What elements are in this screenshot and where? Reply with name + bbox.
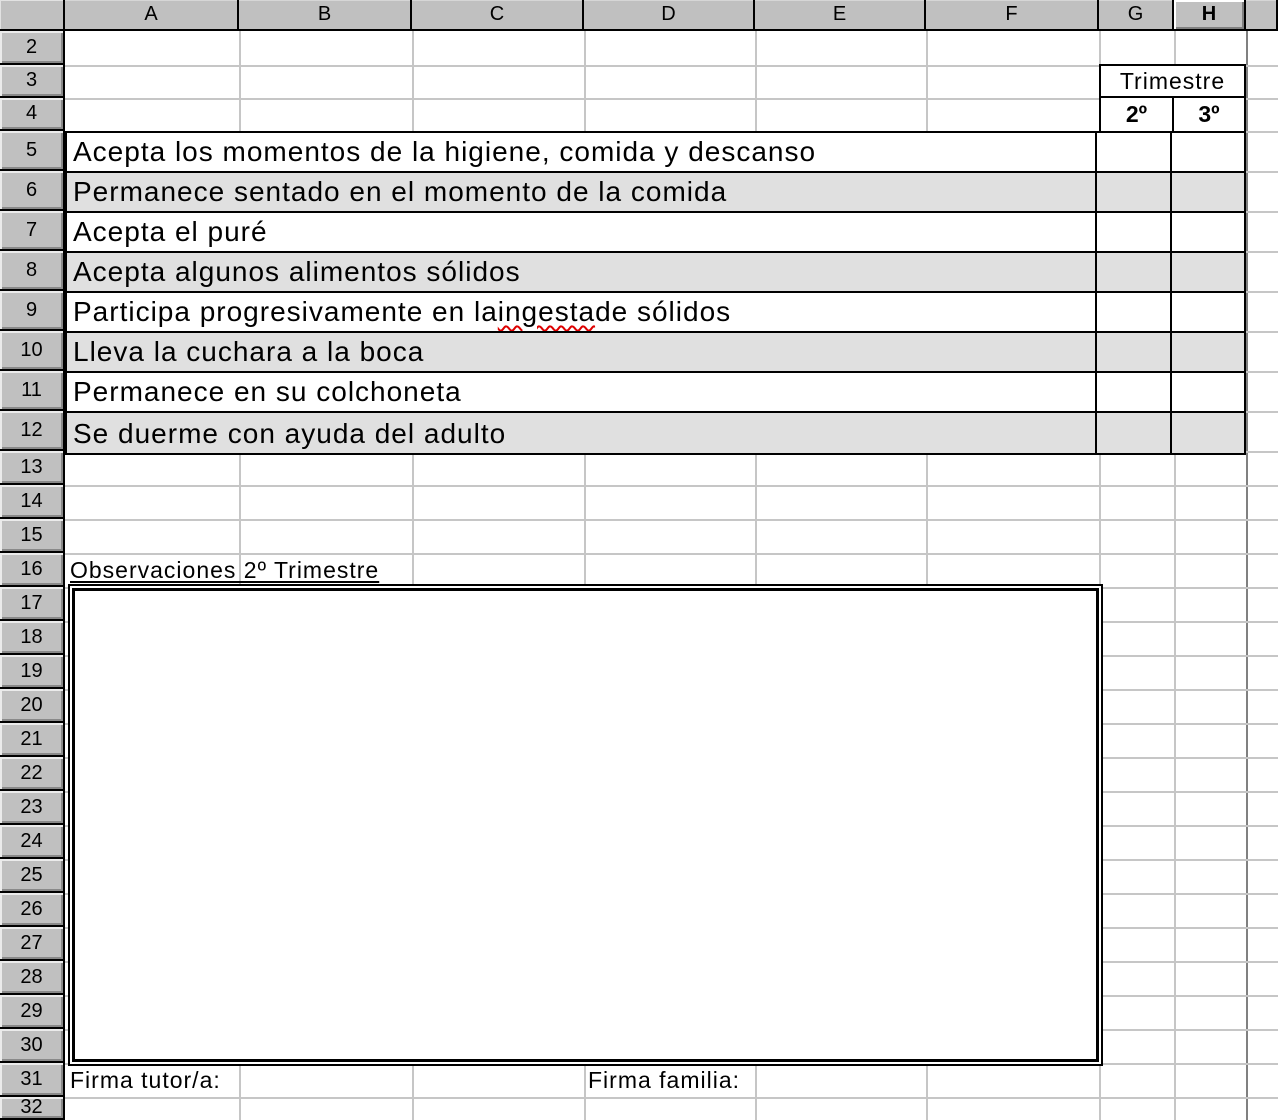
row-header-28[interactable]: 28: [0, 961, 63, 995]
row-header-3[interactable]: 3: [0, 65, 63, 98]
row-header-2[interactable]: 2: [0, 31, 63, 65]
row-header-15[interactable]: 15: [0, 519, 63, 553]
item-text: Acepta el puré: [73, 216, 268, 247]
row-header-16[interactable]: 16: [0, 553, 63, 587]
item-cell-term2[interactable]: [1097, 253, 1172, 291]
column-header-E[interactable]: E: [755, 0, 926, 29]
column-header-bar: [0, 0, 1278, 31]
item-cell-term2[interactable]: [1097, 373, 1172, 411]
item-row-12[interactable]: [67, 413, 1244, 453]
item-cell-label[interactable]: [67, 293, 1097, 331]
row-header-22[interactable]: 22: [0, 757, 63, 791]
item-cell-label[interactable]: [67, 133, 1097, 171]
item-row-7[interactable]: [67, 213, 1244, 253]
column-header-partial[interactable]: [1246, 0, 1278, 29]
signature-family-label: Firma familia:: [588, 1067, 741, 1093]
observations-box: [68, 584, 1103, 1066]
column-header-F[interactable]: F: [926, 0, 1099, 29]
item-text: Acepta los momentos de la higiene, comida y descanso: [73, 136, 817, 167]
row-header-5[interactable]: 5: [0, 131, 63, 171]
item-cell-term3[interactable]: [1172, 133, 1244, 171]
row-header-12[interactable]: 12: [0, 411, 63, 451]
item-row-9[interactable]: [67, 293, 1244, 333]
column-header-B[interactable]: B: [239, 0, 412, 29]
row-header-25[interactable]: 25: [0, 859, 63, 893]
trimestre-header: Trimestre: [1099, 64, 1246, 96]
item-row-11[interactable]: [67, 373, 1244, 413]
select-all-corner[interactable]: [0, 0, 65, 29]
misspelled-word: ingesta: [497, 296, 596, 327]
row-header-10[interactable]: 10: [0, 331, 63, 371]
term3-header[interactable]: 3º: [1174, 96, 1246, 131]
signature-tutor-label: Firma tutor/a:: [70, 1067, 221, 1093]
row-header-9[interactable]: 9: [0, 291, 63, 331]
row-header-bar: [0, 31, 65, 1120]
item-cell-label[interactable]: [67, 173, 1097, 211]
item-cell-term3[interactable]: [1172, 373, 1244, 411]
row-header-18[interactable]: 18: [0, 621, 63, 655]
item-cell-term3[interactable]: [1172, 173, 1244, 211]
row-header-20[interactable]: 20: [0, 689, 63, 723]
row-header-6[interactable]: 6: [0, 171, 63, 211]
item-text: Participa progresivamente en la: [73, 296, 498, 327]
item-row-8[interactable]: [67, 253, 1244, 293]
item-cell-label[interactable]: [67, 253, 1097, 291]
item-cell-term2[interactable]: [1097, 413, 1172, 453]
item-row-5[interactable]: [67, 133, 1244, 173]
item-text: Permanece sentado en el momento de la comida: [73, 176, 728, 207]
column-header-A[interactable]: A: [65, 0, 239, 29]
item-text: Lleva la cuchara a la boca: [73, 336, 425, 367]
observations-textarea[interactable]: [72, 588, 1099, 1062]
item-cell-label[interactable]: [67, 373, 1097, 411]
item-cell-term2[interactable]: [1097, 293, 1172, 331]
item-cell-term2[interactable]: [1097, 133, 1172, 171]
item-cell-label[interactable]: [67, 213, 1097, 251]
row-header-4[interactable]: 4: [0, 98, 63, 131]
column-header-C[interactable]: C: [412, 0, 584, 29]
item-text: Acepta algunos alimentos sólidos: [73, 256, 521, 287]
item-row-6[interactable]: [67, 173, 1244, 213]
row-header-14[interactable]: 14: [0, 485, 63, 519]
row-header-11[interactable]: 11: [0, 371, 63, 411]
item-text: Se duerme con ayuda del adulto: [73, 418, 507, 449]
item-cell-term3[interactable]: [1172, 213, 1244, 251]
column-header-D[interactable]: D: [584, 0, 755, 29]
item-cell-term3[interactable]: [1172, 333, 1244, 371]
row-header-27[interactable]: 27: [0, 927, 63, 961]
item-text: Permanece en su colchoneta: [73, 376, 462, 407]
row-header-17[interactable]: 17: [0, 587, 63, 621]
item-cell-label[interactable]: [67, 333, 1097, 371]
item-row-10[interactable]: [67, 333, 1244, 373]
row-header-7[interactable]: 7: [0, 211, 63, 251]
column-header-H[interactable]: H: [1174, 0, 1246, 29]
row-header-30[interactable]: 30: [0, 1029, 63, 1063]
column-header-G[interactable]: G: [1099, 0, 1174, 29]
row-header-32[interactable]: 32: [0, 1097, 63, 1120]
item-cell-term2[interactable]: [1097, 213, 1172, 251]
item-cell-term3[interactable]: [1172, 293, 1244, 331]
row-header-21[interactable]: 21: [0, 723, 63, 757]
item-cell-term2[interactable]: [1097, 173, 1172, 211]
row-header-8[interactable]: 8: [0, 251, 63, 291]
item-cell-term3[interactable]: [1172, 253, 1244, 291]
row-header-31[interactable]: 31: [0, 1063, 63, 1097]
item-cell-label[interactable]: [67, 413, 1097, 453]
row-header-13[interactable]: 13: [0, 451, 63, 485]
row-header-19[interactable]: 19: [0, 655, 63, 689]
observations-label: Observaciones 2º Trimestre: [70, 557, 380, 583]
item-text: de sólidos: [595, 296, 732, 327]
row-header-23[interactable]: 23: [0, 791, 63, 825]
term2-header[interactable]: 2º: [1099, 96, 1174, 131]
item-cell-term3[interactable]: [1172, 413, 1244, 453]
evaluation-items-table: [65, 131, 1246, 455]
row-header-26[interactable]: 26: [0, 893, 63, 927]
row-header-24[interactable]: 24: [0, 825, 63, 859]
row-header-29[interactable]: 29: [0, 995, 63, 1029]
trimestre-terms: [1099, 96, 1246, 131]
item-cell-term2[interactable]: [1097, 333, 1172, 371]
